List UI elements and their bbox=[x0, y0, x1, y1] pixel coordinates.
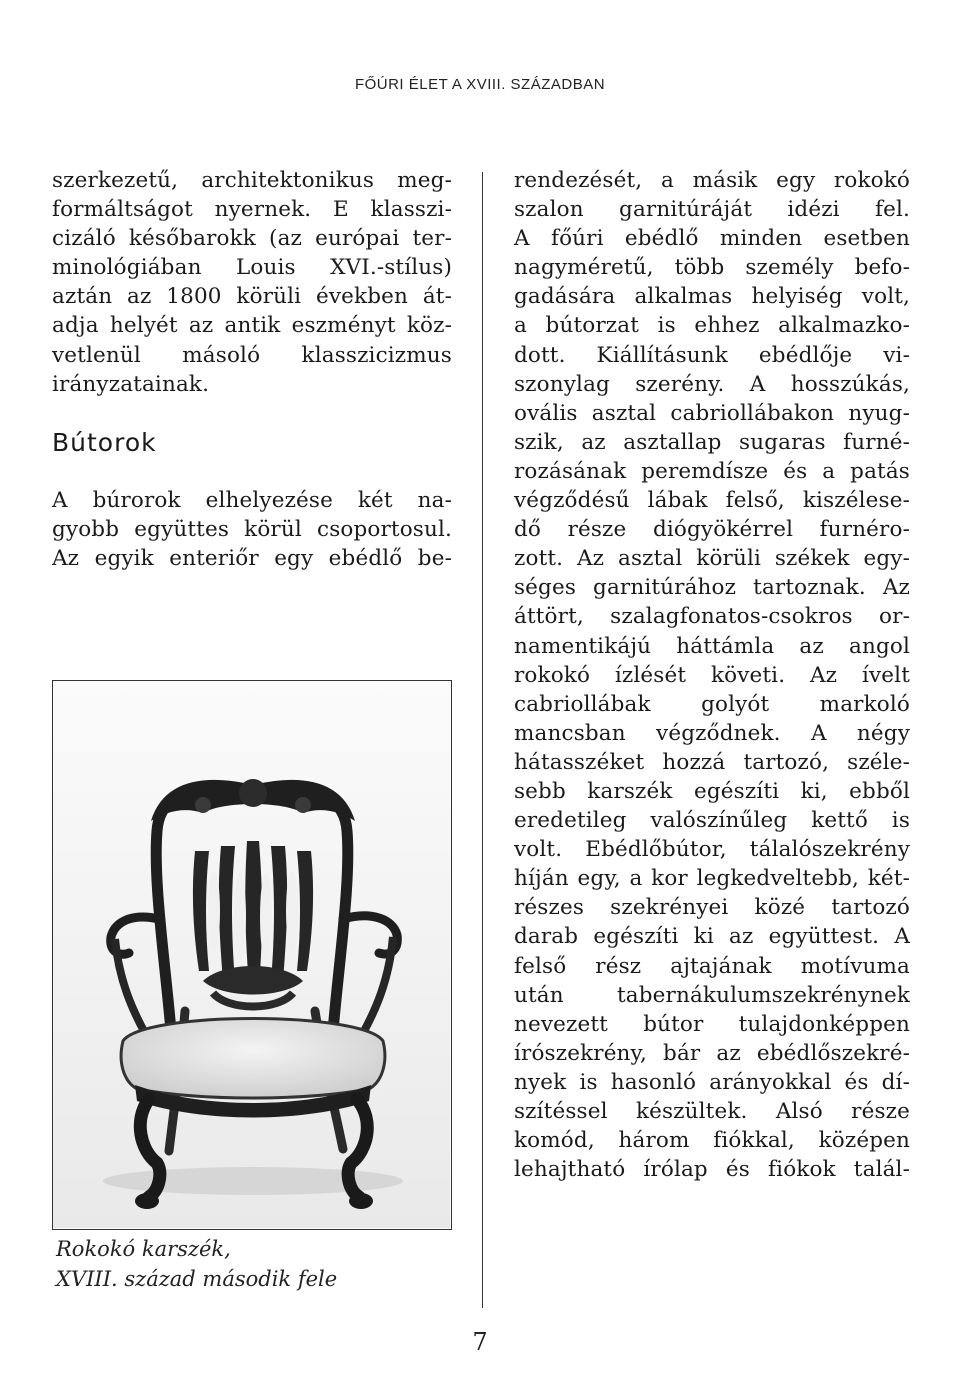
text-line: mancsban végződnek. A négy bbox=[514, 720, 910, 746]
text-line: aztán az 1800 körüli években át- bbox=[52, 284, 452, 310]
text-line: volt. Ebédlőbútor, tálalószekrény bbox=[514, 837, 910, 863]
text-line: sebb karszék egészíti ki, ebből bbox=[514, 778, 910, 804]
paragraph-intro bbox=[52, 166, 452, 399]
text-line: eredetileg valószínűleg kettő is bbox=[514, 808, 910, 834]
text-line: formáltságot nyernek. E klasszi- bbox=[52, 197, 452, 223]
text-line: irányzatainak. bbox=[52, 371, 210, 397]
text-line: áttört, szalagfonatos-csokros or- bbox=[514, 604, 910, 630]
text-line: rozásának peremdísze és a patás bbox=[514, 458, 910, 484]
text-line: híján egy, a kor legkedveltebb, két- bbox=[514, 866, 910, 892]
text-line: szerkezetű, architektonikus meg- bbox=[52, 168, 452, 193]
rococo-armchair-illustration bbox=[53, 681, 450, 1228]
right-column bbox=[514, 166, 910, 1184]
text-line: után tabernákulumszekrénynek bbox=[514, 982, 910, 1008]
text-line: zott. Az asztal körüli székek egy- bbox=[514, 546, 910, 572]
text-line: rokokó ízlését követi. Az ívelt bbox=[514, 662, 910, 688]
text-line: nagyméretű, több személy befo- bbox=[514, 255, 910, 281]
figure-caption bbox=[56, 1234, 456, 1294]
text-line: komód, három fiókkal, középen bbox=[514, 1128, 910, 1154]
column-divider bbox=[482, 172, 483, 1308]
text-line: nevezett bútor tulajdonképpen bbox=[514, 1011, 910, 1037]
text-line: nyek is hasonló arányokkal és dí- bbox=[514, 1069, 910, 1095]
running-head: FŐÚRI ÉLET A XVIII. SZÁZADBAN bbox=[354, 76, 606, 93]
chair-photograph bbox=[52, 680, 452, 1230]
text-line: szítéssel készültek. Alsó része bbox=[514, 1099, 910, 1124]
section-heading: Bútorok bbox=[52, 427, 157, 457]
text-line: a bútorzat is ehhez alkalmazko- bbox=[514, 313, 910, 339]
text-line: írószekrény, bár az ebédlőszekré- bbox=[514, 1040, 910, 1066]
text-line: minológiában Louis XVI.-stílus) bbox=[52, 255, 452, 281]
text-line: részes szekrényei közé tartozó bbox=[514, 895, 910, 921]
text-line: dő része diógyökérrel furnéro- bbox=[514, 517, 910, 543]
text-line: szik, az asztallap sugaras furné- bbox=[514, 429, 910, 455]
text-line: szalon garnitúráját idézi fel. bbox=[514, 197, 910, 223]
text-line: Az egyik enteriőr egy ebédlő be- bbox=[52, 545, 452, 571]
text-line: rendezését, a másik egy rokokó bbox=[514, 168, 910, 193]
text-line: dott. Kiállításunk ebédlője vi- bbox=[514, 342, 910, 368]
text-line: A búrorok elhelyezése két na- bbox=[52, 487, 452, 513]
text-line: gyobb együttes körül csoportosul. bbox=[52, 516, 452, 542]
text-line: darab egészíti ki az együttest. A bbox=[514, 924, 910, 950]
text-line: hátasszéket hozzá tartozó, széle- bbox=[514, 749, 910, 775]
text-line: szonylag szerény. A hosszúkás, bbox=[514, 371, 910, 397]
text-line: ovális asztal cabriollábakon nyug- bbox=[514, 400, 910, 426]
paragraph-furniture bbox=[52, 486, 452, 573]
caption-line: Rokokó karszék, bbox=[56, 1237, 231, 1261]
text-line: cabriollábak golyót markoló bbox=[514, 691, 910, 717]
text-line: vetlenül másoló klasszicizmus bbox=[52, 342, 452, 368]
text-line: adja helyét az antik eszményt köz- bbox=[52, 313, 452, 339]
text-line: végződésű lábak felső, kiszélese- bbox=[514, 488, 910, 514]
caption-line: XVIII. század második fele bbox=[56, 1267, 338, 1291]
text-line: lehajtható írólap és fiókok talál- bbox=[514, 1157, 910, 1183]
text-line: namentikájú háttámla az angol bbox=[514, 633, 910, 659]
text-line: A főúri ebédlő minden esetben bbox=[514, 226, 910, 252]
text-line: felső rész ajtajának motívuma bbox=[514, 953, 910, 979]
text-line: gadására alkalmas helyiség volt, bbox=[514, 284, 910, 310]
page-number: 7 bbox=[472, 1328, 488, 1356]
text-line: séges garnitúrához tartoznak. Az bbox=[514, 575, 910, 601]
text-line: cizáló későbarokk (az európai ter- bbox=[52, 226, 452, 252]
left-column bbox=[52, 166, 452, 573]
